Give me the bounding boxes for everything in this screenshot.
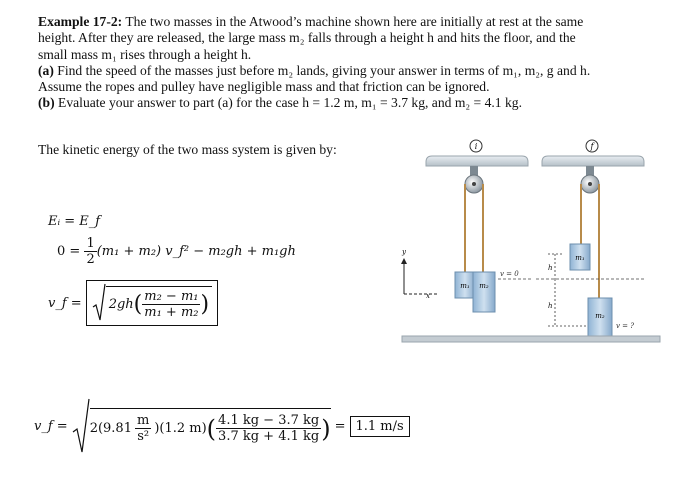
svg-text:f: f bbox=[590, 142, 594, 151]
eq4-num: 4.1 kg − 3.7 kg bbox=[218, 413, 320, 428]
svg-text:m₁: m₁ bbox=[460, 282, 470, 290]
equation-energy-conservation bbox=[48, 214, 100, 229]
equation-energy-expanded bbox=[57, 236, 296, 267]
eq4-unit-fraction bbox=[135, 413, 151, 444]
eq2-half-den: 2 bbox=[86, 252, 95, 267]
part-a-text: Find the speed of the masses just before m₂ lands, giving your answer in terms of m₁, m₂, g and h. bbox=[57, 62, 591, 78]
atwood-machine-figure bbox=[396, 136, 668, 358]
eq4-unit-num: m bbox=[136, 413, 150, 428]
axis-y-label: y bbox=[402, 248, 406, 256]
problem-line-1: The two masses in the Atwood’s machine shown here are initially at rest at the same bbox=[125, 14, 584, 29]
eq3-den: m₁ + m₂ bbox=[144, 305, 199, 320]
intro-text: The kinetic energy of the two mass system is given by: bbox=[38, 142, 337, 157]
h-label-top: h bbox=[548, 264, 553, 272]
eq4-lhs: v_f = bbox=[34, 418, 68, 434]
ceiling-left bbox=[426, 156, 528, 166]
v-unknown-label: v = ? bbox=[616, 322, 635, 330]
sqrt-sign-icon bbox=[92, 283, 106, 323]
badge-initial bbox=[470, 140, 482, 152]
eq4-equals: = bbox=[334, 418, 346, 434]
svg-text:m₂: m₂ bbox=[479, 282, 489, 290]
ceiling-right bbox=[542, 156, 644, 166]
eq2-half-fraction bbox=[84, 236, 96, 267]
svg-text:i: i bbox=[474, 142, 478, 151]
badge-final bbox=[586, 140, 598, 152]
eq3-lhs: v_f = bbox=[48, 295, 82, 311]
problem-line-3: small mass m₁ rises through a height h. bbox=[38, 46, 252, 62]
problem-statement bbox=[38, 14, 668, 112]
h-label-bottom: h bbox=[548, 302, 553, 310]
part-b-text: Evaluate your answer to part (a) for the case h = 1.2 m, m₁ = 3.7 kg, and m₂ = 4.1 kg. bbox=[58, 95, 522, 111]
floor bbox=[402, 336, 660, 342]
eq3-num: m₂ − m₁ bbox=[144, 289, 199, 304]
answer-box: 1.1 m/s bbox=[350, 416, 410, 437]
eq3-box bbox=[86, 280, 218, 326]
eq3-radicand: 2gh ( $\frac{\text{m₂ − m₁}}{\text{m₁ + m₂}}$ ) bbox=[106, 286, 212, 320]
problem-line-2: height. After they are released, the large mass m₂ falls through a height h and hits the floor, and the bbox=[38, 30, 576, 46]
part-b-label: (b) bbox=[38, 95, 55, 111]
part-a-text-2: Assume the ropes and pulley have negligible mass and that friction can be ignored. bbox=[38, 79, 490, 95]
sqrt-sign-icon bbox=[72, 398, 90, 454]
eq4-unit-den: s² bbox=[137, 429, 150, 444]
v0-label: v = 0 bbox=[500, 270, 519, 278]
eq4-h: )(1.2 m) bbox=[154, 421, 207, 436]
eq1-text: Eᵢ = E_f bbox=[48, 214, 101, 229]
equation-speed-numeric bbox=[34, 398, 410, 454]
equation-speed-symbolic bbox=[48, 280, 218, 326]
axis-x-label: x bbox=[426, 292, 430, 300]
eq2-half-num: 1 bbox=[86, 236, 95, 251]
part-a-label: (a) bbox=[38, 62, 54, 78]
svg-text:m₁: m₁ bbox=[575, 254, 585, 262]
eq4-radicand: 2(9.81 $\frac{m}{\text{s²}}$ )(1.2 m) ( $\frac{4.1 kg - 3.7 kg}{3.7 kg + 4.1 kg}$ ) bbox=[90, 408, 331, 444]
eq4-g: 2(9.81 bbox=[89, 421, 132, 436]
eq2-rest: (m₁ + m₂) v_f² − m₂gh + m₁gh bbox=[96, 244, 296, 259]
eq4-den: 3.7 kg + 4.1 kg bbox=[218, 429, 320, 444]
eq2-lhs: 0 = bbox=[57, 244, 81, 259]
eq4-mass-fraction bbox=[216, 413, 321, 444]
problem-title: Example 17-2: bbox=[38, 14, 123, 29]
eq3-coef: 2gh bbox=[108, 297, 134, 312]
svg-text:m₂: m₂ bbox=[595, 312, 605, 320]
eq3-fraction bbox=[142, 289, 200, 320]
mass-m2-initial bbox=[473, 272, 495, 312]
